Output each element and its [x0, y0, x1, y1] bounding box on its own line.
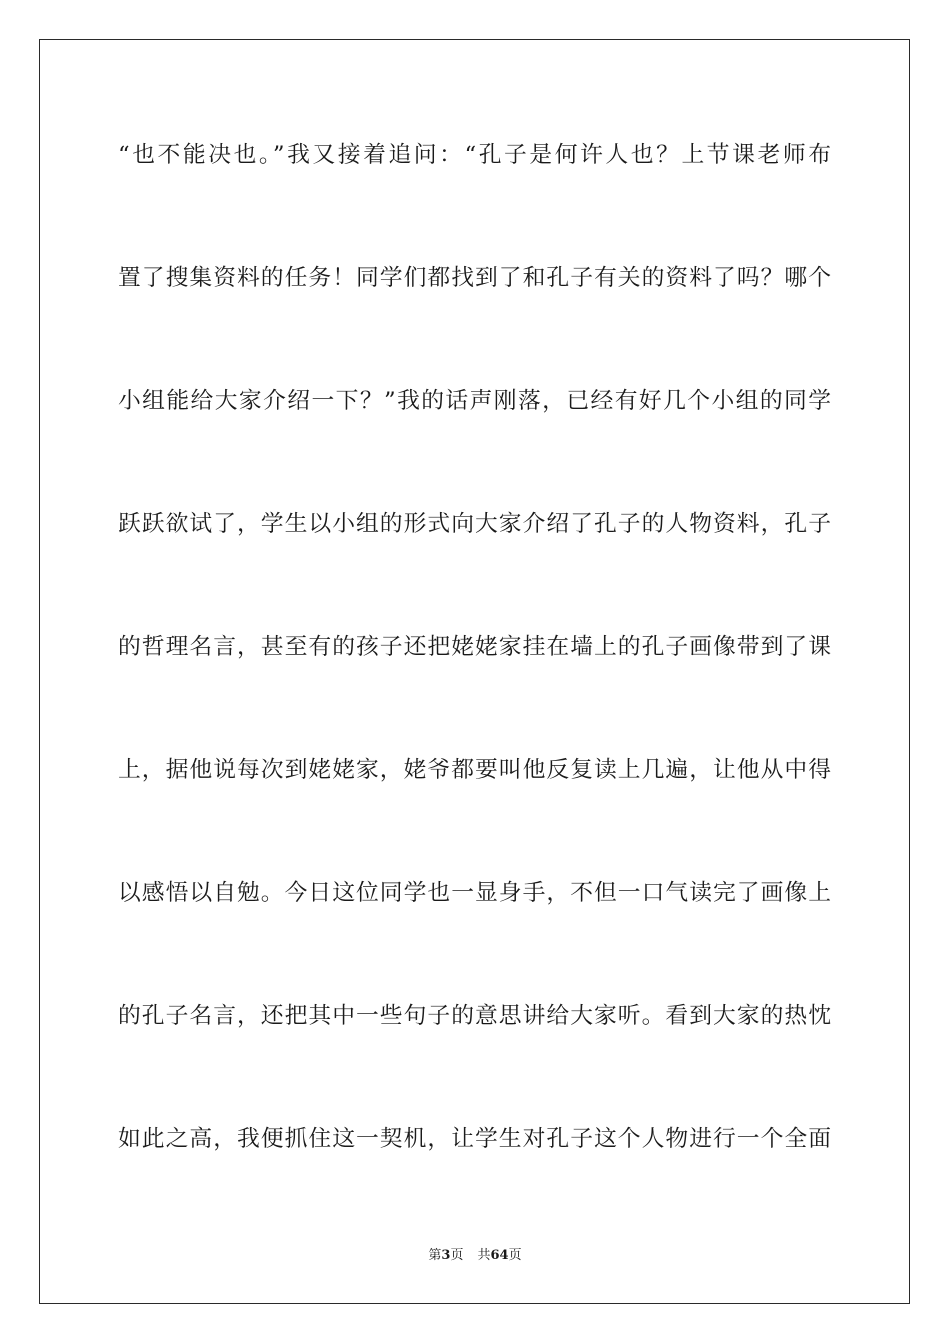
text-line: 的哲理名言，甚至有的孩子还把姥姥家挂在墙上的孔子画像带到了课	[118, 634, 831, 660]
text-line: 上，据他说每次到姥姥家，姥爷都要叫他反复读上几遍，让他从中得	[118, 757, 831, 783]
text-line: 小组能给大家介绍一下？”我的话声刚落，已经有好几个小组的同学	[118, 388, 831, 414]
total-pages: 64	[490, 1248, 509, 1263]
page-suffix: 页	[450, 1248, 464, 1263]
page-footer	[0, 1247, 950, 1265]
text-line: 置了搜集资料的任务！同学们都找到了和孔子有关的资料了吗？哪个	[118, 265, 831, 291]
page-prefix: 第	[428, 1248, 442, 1263]
text-line: 如此之高，我便抓住这一契机，让学生对孔子这个人物进行一个全面	[118, 1126, 831, 1152]
total-prefix: 共	[477, 1248, 491, 1263]
page-number: 3	[441, 1248, 451, 1263]
total-suffix: 页	[508, 1248, 522, 1263]
text-line: 的孔子名言，还把其中一些句子的意思讲给大家听。看到大家的热忱	[118, 1003, 831, 1029]
text-line: 以感悟以自勉。今日这位同学也一显身手，不但一口气读完了画像上	[118, 880, 831, 906]
text-line: 跃跃欲试了，学生以小组的形式向大家介绍了孔子的人物资料，孔子	[118, 511, 831, 537]
text-line: “也不能决也。”我又接着追问：“孔子是何许人也？上节课老师布	[118, 142, 831, 168]
page-border	[39, 39, 910, 1304]
